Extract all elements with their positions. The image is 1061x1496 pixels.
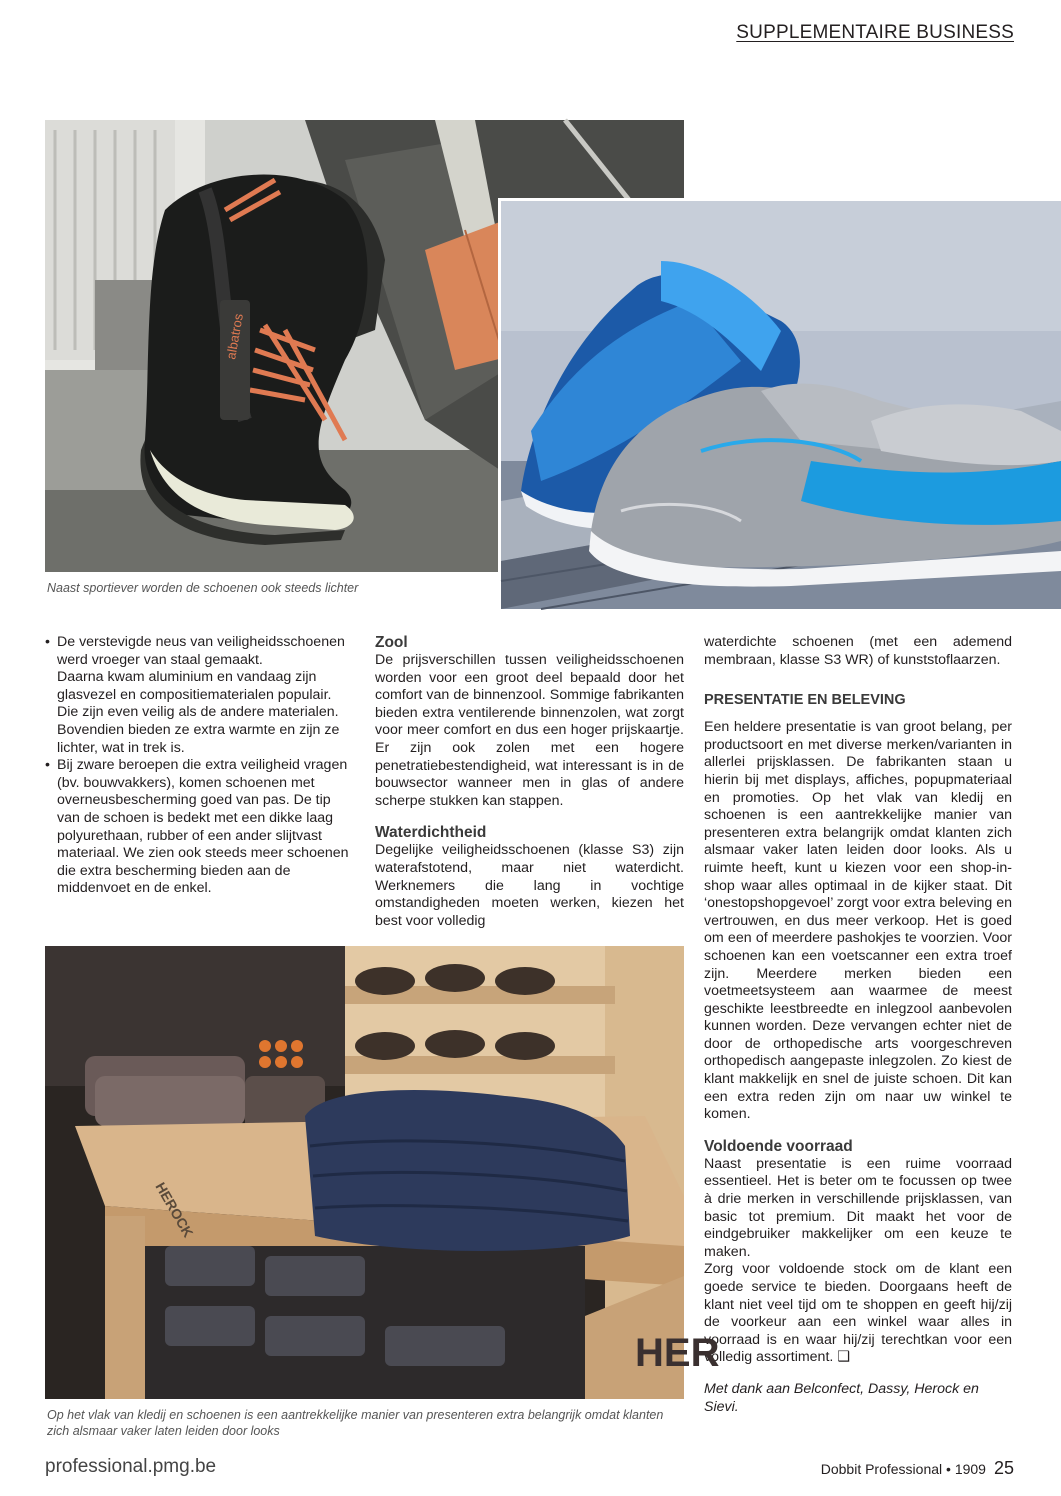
bullet-steel-toe: • De verstevigde neus van veiligheidsschoenen werd vroeger van staal gemaakt. xyxy=(45,634,355,669)
end-mark-icon: ❑ xyxy=(837,1349,851,1366)
paragraph-materials: Daarna kwam aluminium en vandaag zijn glasvezel en compositiematerialen populair. Die zijn even veilig als de andere materialen. xyxy=(57,669,339,721)
shoe-brand-logo: albatros xyxy=(223,312,246,361)
heading-zool: Zool xyxy=(375,634,408,651)
caption-top: Naast sportiever worden de schoenen ook steeds lichter xyxy=(47,581,359,595)
paragraph-voorraad-2-text: Zorg voor voldoende stock om de klant een goede service te bieden. Doorgaans heeft de klant niet veel tijd om te shoppen en geeft hij/zij de voorkeur aan een winkel waar alles in voorraad is en waar hij/zij terechtkan voor een volledig assortiment. xyxy=(704,1261,1012,1366)
paragraph-zool: De prijsverschillen tussen veiligheidsschoenen worden voor een groot deel bepaald door het comfort van de binnenzool. Sommige fabrikanten bieden extra ventilerende binnenzolen, wat zorgt voor meer comfort en dus een hoger prijskaartje. Er zijn ook zolen met een hogere penetratiebestendigheid, wat interessant is in de bouwsector wanneer men in glas of andere scherpe stukken kan stappen. xyxy=(375,652,684,809)
paragraph-waterdichtheid: Degelijke veiligheidsschoenen (klasse S3) zijn waterafstotend, maar niet waterdicht. Werknemers die lang in vochtige omstandigheden moeten werken, kiezen het best voor volledig xyxy=(375,842,684,929)
store-display-photo xyxy=(45,946,720,1399)
page-number: 25 xyxy=(993,1458,1014,1478)
text-column-3 xyxy=(704,634,1012,1416)
text-column-2 xyxy=(375,634,684,930)
footer-publication xyxy=(821,1458,1014,1479)
puma-shoes-photo xyxy=(498,198,1061,609)
paragraph-continuation: waterdichte schoenen (met een ademend membraan, klasse S3 WR) of kunststoflaarzen. xyxy=(704,634,1012,668)
heading-presentatie: PRESENTATIE EN BELEVING xyxy=(704,692,906,709)
caption-bottom-line-1: Op het vlak van kledij en schoenen is een aantrekkelijke manier van presenteren extra belangrijk omdat klanten xyxy=(47,1408,664,1422)
heading-voorraad: Voldoende voorraad xyxy=(704,1137,853,1155)
caption-bottom xyxy=(47,1407,687,1439)
heading-waterdichtheid: Waterdichtheid xyxy=(375,824,487,842)
paragraph-warmth: Bovendien bieden ze extra warmte en zijn ze lichter, wat in trek is. xyxy=(57,721,340,756)
publication-name: Dobbit Professional • 1909 xyxy=(820,1461,986,1477)
paragraph-presentatie: Een heldere presentatie is van groot belang, per productsoort en met diverse merken/varianten in allerlei prijsklassen. De fabrikanten staan u hierin bij met displays, affiches, popupmateriaal en promoties. Op het vlak van kledij en schoenen is een aantrekkelijke manier van presenteren extra belangrijk omdat klanten zich alsmaar vaker laten leiden door looks. Als u ruimte heeft, kunt u kiezen voor een shop-in-shop waar alles optimaal in de kijker staat. Dit ‘onestopshopgevoel’ zorgt voor extra beleving en vertrouwen, en dus meer verkoop. Het is goed om een of meerdere pashokjes te voorzien. Voor schoenen kan een voetscanner een extra troef zijn. Meerdere merken bieden een voetmeetsysteem aan waarmee de meest geschikte leestbreedte en inlegzool aanbevolen kunnen worden. Deze vervangen echter niet de door de orthopedische arts voorgeschreven orthopedisch aangepaste inlegzolen. Zo kiest de klant makkelijk en snel de juiste schoen. Dit kan een extra reden zijn om naar uw winkel te komen. xyxy=(704,719,1012,1123)
display-brand-partial: HER xyxy=(635,1331,720,1375)
paragraph-voorraad-2 xyxy=(704,1261,1012,1367)
footer-url[interactable]: professional.pmg.be xyxy=(45,1456,217,1477)
caption-bottom-line-2: zich alsmaar vaker laten leiden door looks xyxy=(47,1424,280,1438)
bullet-heavy-jobs: • Bij zware beroepen die extra veiligheid vragen (bv. bouwvakkers), komen schoenen met overneusbescherming goed van pas. De tip van de schoen is bedekt met een dikke laag polyurethaan, rubber of een ander slijtvast materiaal. We zien ook steeds meer schoenen die extra bescherming bieden aan de middenvoet en de enkel. xyxy=(45,757,355,898)
display-brand-text: HEROCK xyxy=(152,1179,197,1241)
section-label: SUPPLEMENTAIRE BUSINESS xyxy=(736,22,1014,43)
paragraph-voorraad-1: Naast presentatie is een ruime voorraad essentieel. Het is beter om te focussen op twee à drie merken in verschillende prijsklassen, van basic tot premium. Dit maakt het voor de eindgebruiker makkelijker om een keuze te maken. xyxy=(704,1155,1012,1260)
text-column-1 xyxy=(45,634,355,898)
acknowledgements: Met dank aan Belconfect, Dassy, Herock en Sievi. xyxy=(704,1380,979,1415)
